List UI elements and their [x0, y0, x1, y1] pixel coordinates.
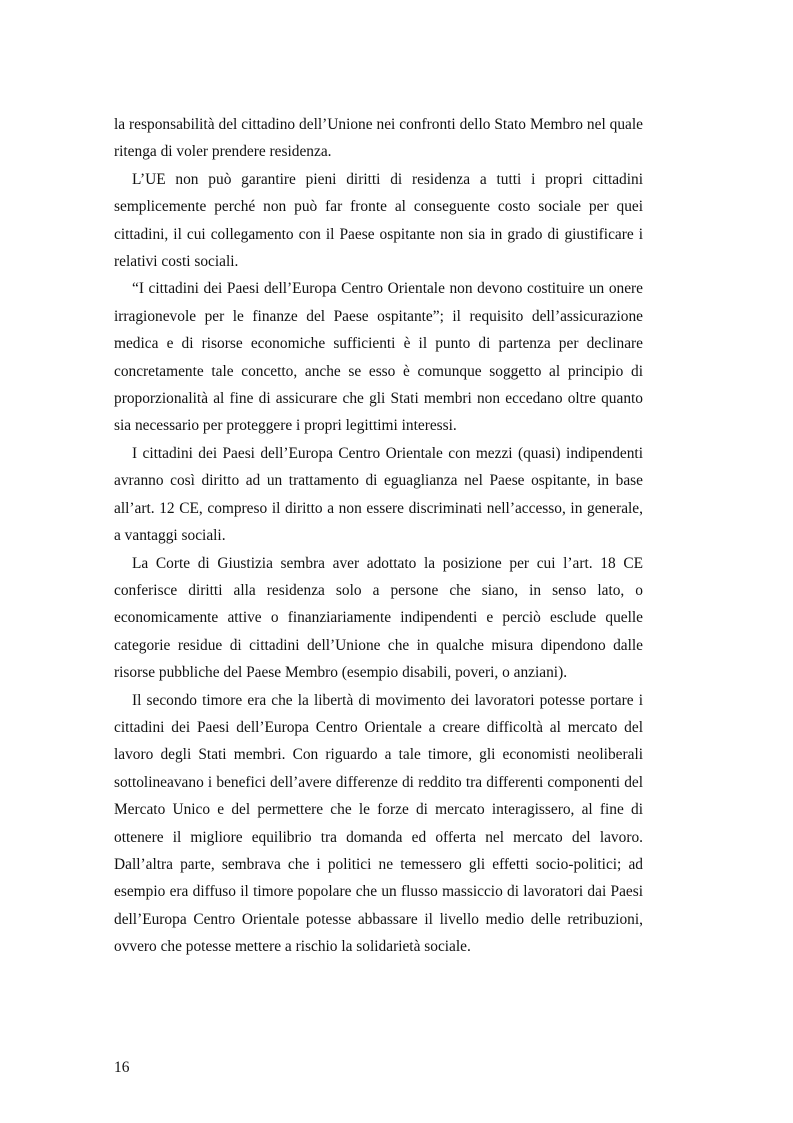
- paragraph: L’UE non può garantire pieni diritti di residenza a tutti i propri cittadini semplicemente perché non può far fronte al conseguente costo sociale per quei cittadini, il cui collegamento con il Paese ospitante non sia in grado di giustificare i relativi costi sociali.: [114, 170, 643, 271]
- paragraph: “I cittadini dei Paesi dell’Europa Centro Orientale non devono costituire un onere irragionevole per le finanze del Paese ospitante”; il requisito dell’assicurazione medica e di risorse economiche sufficienti è il punto di partenza per declinare concretamente tale concetto, anche se esso è comunque soggetto al principio di proporzionalità al fine di assicurare che gli Stati membri non eccedano oltre quanto sia necessario per proteggere i propri legittimi interessi.: [114, 280, 643, 435]
- paragraph: I cittadini dei Paesi dell’Europa Centro Orientale con mezzi (quasi) indipendenti avranno così diritto ad un trattamento di eguaglianza nel Paese ospitante, in base all’art. 12 CE, compreso il diritto a non essere discriminati nell’accesso, in generale, a vantaggi sociali.: [114, 444, 643, 545]
- body-text: [114, 111, 643, 961]
- page-number: 16: [114, 1059, 130, 1076]
- paragraph: Il secondo timore era che la libertà di movimento dei lavoratori potesse portare i cittadini dei Paesi dell’Europa Centro Orientale a creare difficoltà al mercato del lavoro degli Stati membri. Con riguardo a tale timore, gli economisti neoliberali sottolineavano i benefici dell’avere differenze di reddito tra differenti componenti del Mercato Unico e del permettere che le forze di mercato interagissero, al fine di ottenere il migliore equilibrio tra domanda ed offerta nel mercato del lavoro. Dall’altra parte, sembrava che i politici ne temessero gli effetti socio-politici; ad esempio era diffuso il timore popolare che un flusso massiccio di lavoratori dai Paesi dell’Europa Centro Orientale potesse abbassare il livello medio delle retribuzioni, ovvero che potesse mettere a rischio la solidarietà sociale.: [114, 691, 643, 956]
- paragraph: la responsabilità del cittadino dell’Unione nei confronti dello Stato Membro nel quale ritenga di voler prendere residenza.: [114, 116, 643, 161]
- paragraph: La Corte di Giustizia sembra aver adottato la posizione per cui l’art. 18 CE conferisce diritti alla residenza solo a persone che siano, in senso lato, o economicamente attive o finanziariamente indipendenti e perciò esclude quelle categorie residue di cittadini dell’Unione che in qualche misura dipendono dalle risorse pubbliche del Paese Membro (esempio disabili, poveri, o anziani).: [114, 554, 643, 682]
